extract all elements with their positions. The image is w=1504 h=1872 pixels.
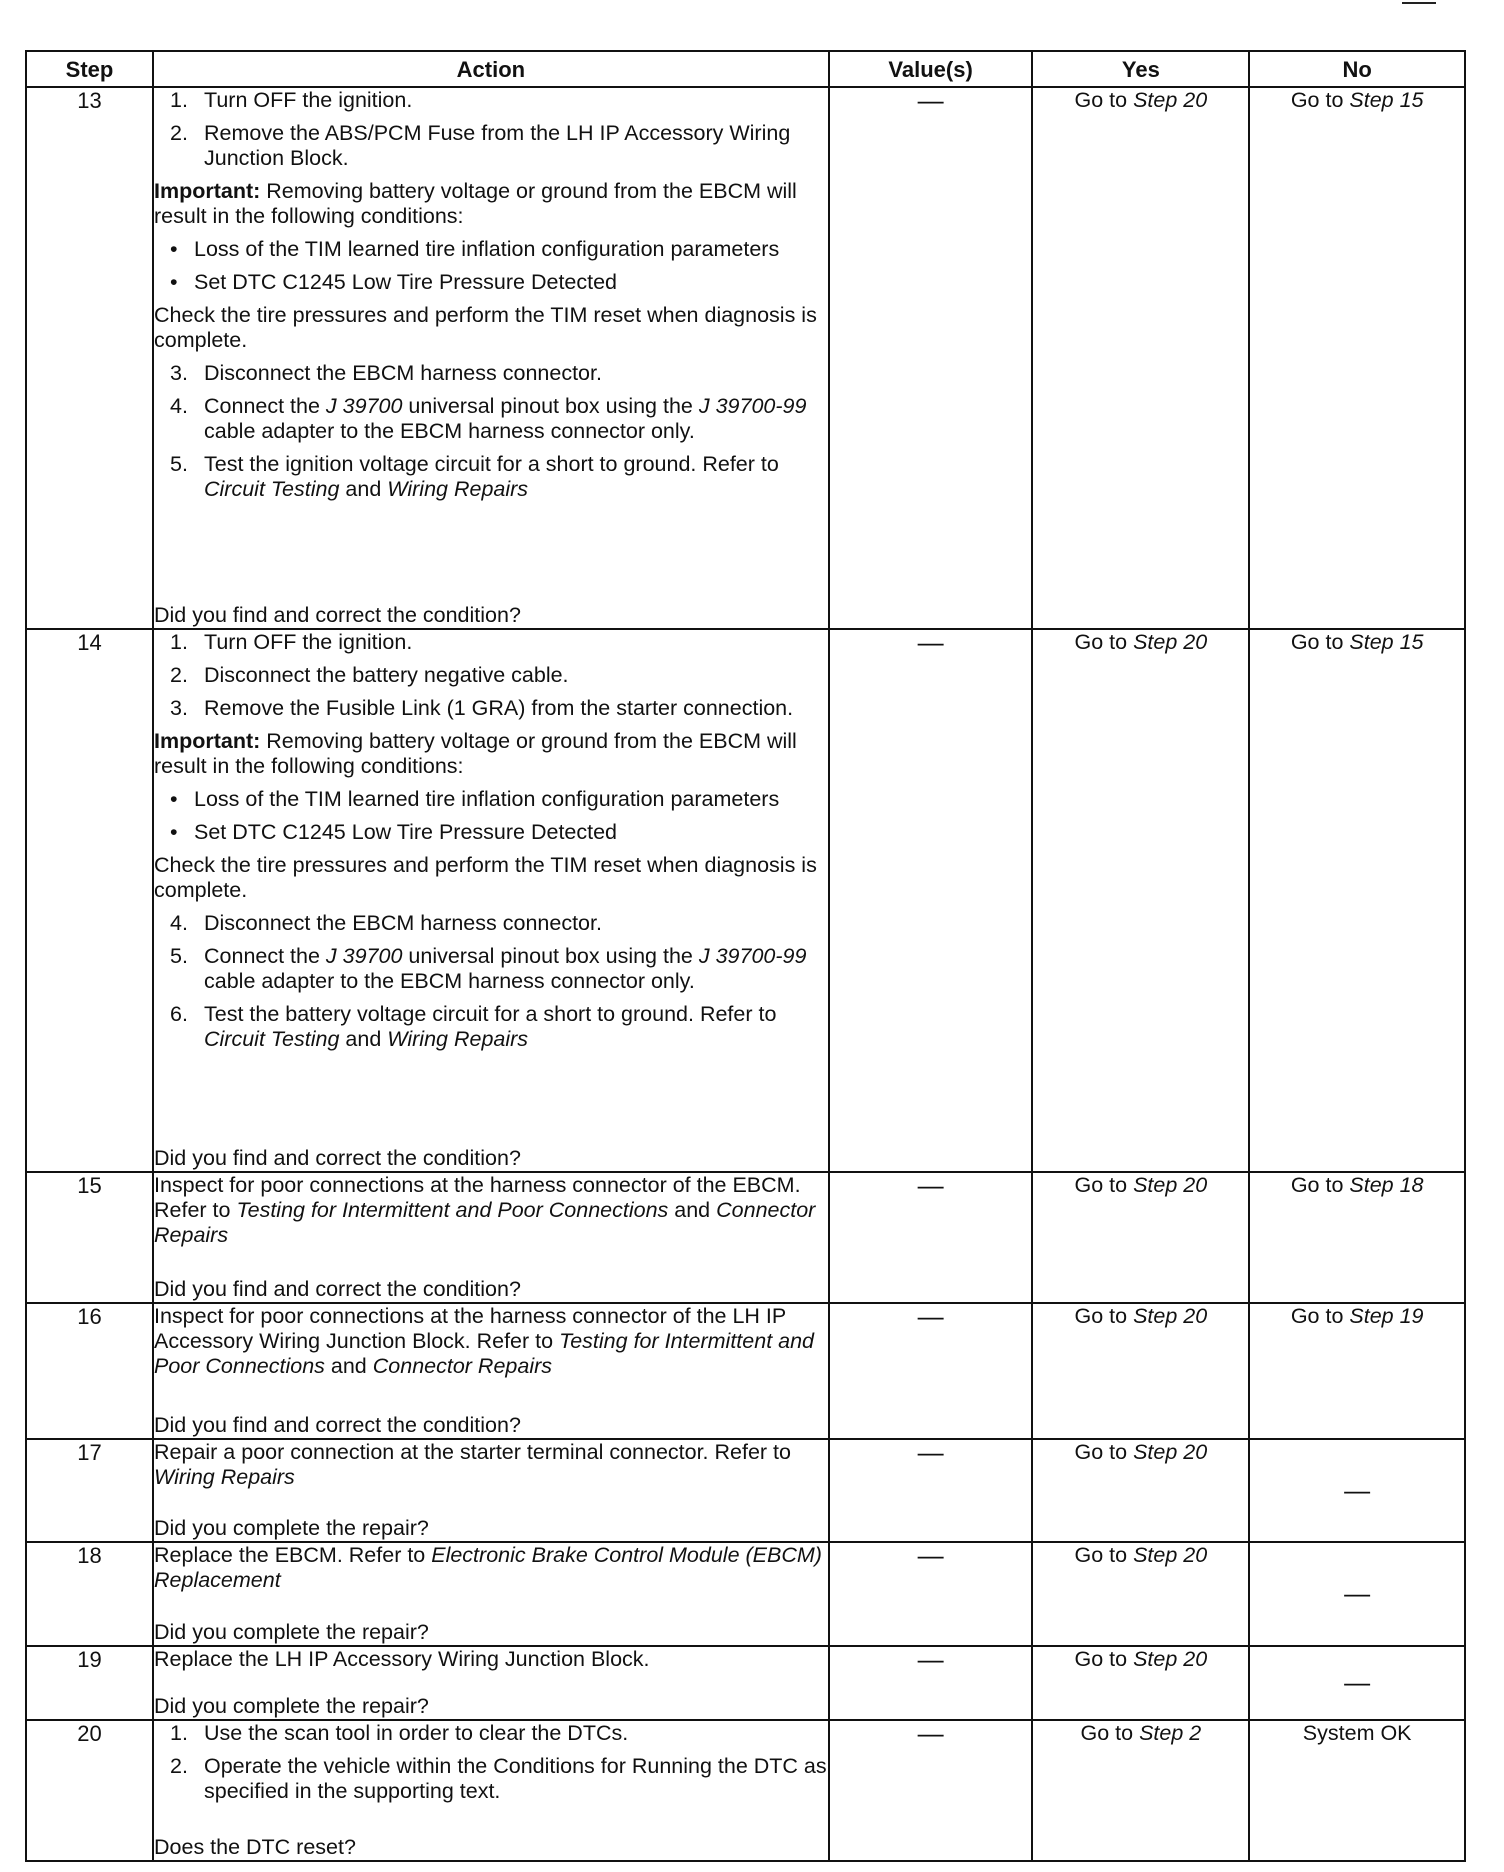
item-number: 1. [170, 629, 188, 654]
reference-text: J 39700-99 [698, 394, 807, 418]
reference-text: Wiring Repairs [154, 1465, 295, 1490]
question-text: Did you complete the repair? [154, 1516, 429, 1541]
numbered-item [170, 1721, 828, 1746]
important-label: Important: [154, 179, 261, 203]
action-items [154, 1304, 828, 1407]
action-cell [153, 1720, 829, 1861]
question-text: Did you complete the repair? [154, 1694, 429, 1719]
numbered-item [170, 944, 828, 994]
value-cell: — [829, 1172, 1033, 1303]
no-cell [1249, 1542, 1465, 1645]
no-cell [1249, 629, 1465, 1172]
text-run: Replace the EBCM. Refer to [154, 1543, 432, 1568]
item-text [204, 1002, 828, 1052]
item-text [204, 88, 412, 113]
value-cell: — [829, 1646, 1033, 1721]
text-run: and [339, 477, 388, 501]
action-cell [153, 1439, 829, 1542]
reference-text: J 39700-99 [698, 943, 807, 968]
bullet-item [170, 270, 828, 295]
diagnostic-table [25, 50, 1466, 1862]
action-items [154, 1647, 828, 1689]
reference-text: Connector Repairs [372, 1354, 553, 1379]
text-run: Disconnect the EBCM harness connector. [204, 361, 602, 385]
item-number: 2. [170, 121, 188, 145]
text-run: Replace the LH IP Accessory Wiring Junction Block. [154, 1646, 650, 1671]
step-number: 20 [26, 1720, 153, 1861]
paragraph [154, 179, 828, 229]
value-cell: — [829, 1303, 1033, 1439]
yes-cell [1032, 1439, 1249, 1542]
action-content [154, 1647, 828, 1720]
item-text [204, 1721, 628, 1746]
item-number: 6. [170, 1001, 188, 1026]
numbered-item [170, 1002, 828, 1052]
numbered-item [170, 630, 828, 655]
numbered-item [170, 452, 828, 502]
text-run: Test the ignition voltage circuit for a short to ground. Refer to [204, 452, 779, 476]
text-run: Connect the [204, 394, 326, 418]
step-number: 19 [26, 1646, 153, 1721]
bullet-item [170, 820, 828, 845]
no-prefix: — [1344, 1578, 1371, 1609]
corner-mark [1402, 2, 1436, 4]
step-number: 14 [26, 629, 153, 1172]
header-values: Value(s) [829, 51, 1033, 87]
numbered-item [170, 121, 828, 171]
step-number: 16 [26, 1303, 153, 1439]
text-run: Inspect for poor connections at the harness connector of the LH IP Accessory Wiring Junction Block. Refer to [154, 1304, 786, 1354]
no-step-link[interactable]: Step 15 [1349, 629, 1424, 654]
bullet-icon: • [170, 786, 178, 811]
reference-text: Circuit Testing [204, 1026, 340, 1051]
step-number: 13 [26, 87, 153, 629]
item-text [204, 944, 828, 994]
item-number: 5. [170, 452, 188, 476]
item-text [204, 361, 602, 386]
step-number: 17 [26, 1439, 153, 1542]
no-cell [1249, 1439, 1465, 1542]
reference-text: Connector Repairs [154, 1197, 816, 1247]
item-text [204, 452, 828, 502]
text-run: and [668, 1197, 717, 1222]
item-text [204, 663, 569, 688]
text-run: and [324, 1354, 373, 1379]
numbered-item [170, 663, 828, 688]
action-items [154, 1440, 828, 1510]
yes-step-link[interactable]: Step 20 [1133, 1304, 1208, 1329]
table-row [26, 1646, 1465, 1721]
table-row [26, 1303, 1465, 1439]
item-number: 2. [170, 1754, 188, 1779]
text-run: Remove the Fusible Link (1 GRA) from the starter connection. [204, 695, 794, 720]
bullet-icon: • [170, 819, 178, 844]
text-run: Operate the vehicle within the Conditions for Running the DTC as specified in the supporting text. [204, 1754, 827, 1804]
bullet-item [170, 787, 828, 812]
action-items [154, 1721, 828, 1829]
text-run: Inspect for poor connections at the harness connector of the EBCM. Refer to [154, 1172, 801, 1222]
value-cell: — [829, 629, 1033, 1172]
reference-text: J 39700 [325, 943, 403, 968]
yes-step-link[interactable]: Step 20 [1133, 1543, 1208, 1568]
item-text [194, 820, 617, 845]
yes-prefix: Go to [1074, 629, 1134, 654]
item-text [204, 1754, 828, 1804]
item-number: 5. [170, 943, 188, 968]
table-row [26, 1172, 1465, 1303]
no-cell [1249, 1172, 1465, 1303]
yes-step-link[interactable]: Step 20 [1133, 1440, 1208, 1465]
yes-step-link[interactable]: Step 20 [1133, 88, 1208, 112]
table-row [26, 629, 1465, 1172]
action-items [154, 630, 828, 1140]
no-step-link[interactable]: Step 15 [1349, 88, 1424, 112]
question-text: Did you find and correct the condition? [154, 602, 521, 627]
question-text: Did you find and correct the condition? [154, 1145, 521, 1170]
yes-cell [1032, 1646, 1249, 1721]
value-cell: — [829, 1542, 1033, 1645]
yes-prefix: Go to [1080, 1721, 1140, 1746]
action-content [154, 1173, 828, 1302]
numbered-item [170, 1754, 828, 1804]
yes-step-link[interactable]: Step 20 [1133, 629, 1208, 654]
paragraph [154, 853, 828, 903]
text-run: Loss of the TIM learned tire inflation configuration parameters [194, 237, 780, 261]
numbered-item [170, 361, 828, 386]
header-row [26, 51, 1465, 87]
action-cell [153, 629, 829, 1172]
yes-prefix: Go to [1074, 1646, 1134, 1671]
action-items [154, 1173, 828, 1271]
text-run: Removing battery voltage or ground from the EBCM will result in the following conditions: [154, 728, 797, 778]
yes-cell [1032, 87, 1249, 629]
yes-step-link[interactable]: Step 20 [1133, 1172, 1208, 1197]
text-run: Remove the ABS/PCM Fuse from the LH IP Accessory Wiring Junction Block. [204, 121, 791, 170]
reference-text: Electronic Brake Control Module (EBCM) Replacement [154, 1543, 822, 1593]
yes-cell [1032, 1542, 1249, 1645]
text-run: universal pinout box using the [402, 943, 699, 968]
no-step-link[interactable]: Step 19 [1349, 1304, 1424, 1329]
table-row [26, 1720, 1465, 1861]
action-cell [153, 87, 829, 629]
yes-prefix: Go to [1074, 1543, 1134, 1568]
yes-cell [1032, 1303, 1249, 1439]
action-content [154, 1440, 828, 1541]
reference-text: Testing for Intermittent and Poor Connections [236, 1197, 669, 1222]
item-text [204, 911, 602, 936]
item-text [204, 630, 412, 655]
action-content [154, 88, 828, 628]
bullet-icon: • [170, 270, 178, 294]
item-text [194, 237, 779, 262]
question-text: Did you find and correct the condition? [154, 1413, 521, 1438]
text-run: Check the tire pressures and perform the TIM reset when diagnosis is complete. [154, 303, 817, 352]
yes-cell [1032, 1172, 1249, 1303]
paragraph [154, 1647, 828, 1672]
text-run: universal pinout box using the [402, 394, 699, 418]
item-text [204, 696, 793, 721]
text-run: and [339, 1026, 388, 1051]
no-prefix: Go to [1290, 629, 1350, 654]
text-run: cable adapter to the EBCM harness connector only. [204, 968, 695, 993]
item-number: 1. [170, 1721, 188, 1746]
paragraph [154, 1440, 828, 1490]
step-number: 15 [26, 1172, 153, 1303]
no-cell [1249, 1646, 1465, 1721]
action-content [154, 1304, 828, 1438]
item-text [194, 270, 617, 295]
text-run: Disconnect the battery negative cable. [204, 662, 569, 687]
paragraph [154, 303, 828, 353]
item-number: 3. [170, 361, 188, 385]
text-run: Set DTC C1245 Low Tire Pressure Detected [194, 819, 618, 844]
step-number: 18 [26, 1542, 153, 1645]
question-text: Does the DTC reset? [154, 1835, 356, 1859]
header-yes: Yes [1032, 51, 1249, 87]
yes-step-link[interactable]: Step 20 [1133, 1646, 1208, 1671]
header-step: Step [26, 51, 153, 87]
no-prefix: Go to [1290, 88, 1350, 112]
action-items [154, 88, 828, 597]
item-number: 4. [170, 394, 188, 418]
text-run: cable adapter to the EBCM harness connector only. [204, 419, 695, 443]
value-cell: — [829, 87, 1033, 629]
item-number: 3. [170, 695, 188, 720]
text-run: Removing battery voltage or ground from the EBCM will result in the following conditions: [154, 179, 797, 228]
header-action: Action [153, 51, 829, 87]
paragraph [154, 1173, 828, 1248]
action-cell [153, 1646, 829, 1721]
table-body [26, 87, 1465, 1861]
no-step-link[interactable]: Step 18 [1349, 1172, 1424, 1197]
no-prefix: — [1344, 1667, 1371, 1698]
no-prefix: Go to [1290, 1172, 1350, 1197]
yes-prefix: Go to [1074, 88, 1134, 112]
item-text [204, 121, 828, 171]
numbered-item [170, 696, 828, 721]
text-run: Repair a poor connection at the starter terminal connector. Refer to [154, 1440, 791, 1465]
action-content [154, 1721, 828, 1860]
numbered-item [170, 88, 828, 113]
action-items [154, 1543, 828, 1613]
no-cell [1249, 1720, 1465, 1861]
text-run: Test the battery voltage circuit for a short to ground. Refer to [204, 1001, 777, 1026]
yes-step-link[interactable]: Step 2 [1139, 1721, 1202, 1746]
item-number: 2. [170, 662, 188, 687]
yes-prefix: Go to [1074, 1440, 1134, 1465]
no-cell [1249, 87, 1465, 629]
no-prefix: — [1344, 1475, 1371, 1506]
action-cell [153, 1542, 829, 1645]
table-row [26, 1439, 1465, 1542]
text-run: Connect the [204, 943, 326, 968]
reference-text: Testing for Intermittent and Poor Connections [154, 1329, 815, 1379]
paragraph [154, 729, 828, 779]
item-text [194, 787, 779, 812]
paragraph [154, 1543, 828, 1593]
item-number: 1. [170, 88, 188, 112]
action-cell [153, 1172, 829, 1303]
header-no: No [1249, 51, 1465, 87]
text-run: Use the scan tool in order to clear the DTCs. [204, 1721, 629, 1746]
reference-text: J 39700 [325, 394, 403, 418]
reference-text: Circuit Testing [204, 477, 340, 501]
yes-cell [1032, 1720, 1249, 1861]
bullet-item [170, 237, 828, 262]
bullet-icon: • [170, 237, 178, 261]
action-cell [153, 1303, 829, 1439]
text-run: Loss of the TIM learned tire inflation configuration parameters [194, 786, 780, 811]
text-run: Disconnect the EBCM harness connector. [204, 910, 602, 935]
text-run: Set DTC C1245 Low Tire Pressure Detected [194, 270, 618, 294]
no-prefix: Go to [1290, 1304, 1350, 1329]
reference-text: Wiring Repairs [387, 477, 529, 501]
value-cell: — [829, 1720, 1033, 1861]
important-label: Important: [154, 728, 261, 753]
yes-cell [1032, 629, 1249, 1172]
no-cell [1249, 1303, 1465, 1439]
item-text [204, 394, 828, 444]
no-prefix: System OK [1302, 1721, 1412, 1746]
text-run: Turn OFF the ignition. [204, 88, 413, 112]
value-cell: — [829, 1439, 1033, 1542]
paragraph [154, 1304, 828, 1379]
table-row [26, 1542, 1465, 1645]
reference-text: Wiring Repairs [387, 1026, 529, 1051]
item-number: 4. [170, 910, 188, 935]
action-content [154, 630, 828, 1171]
numbered-item [170, 394, 828, 444]
yes-prefix: Go to [1074, 1172, 1134, 1197]
text-run: Turn OFF the ignition. [204, 629, 413, 654]
text-run: Check the tire pressures and perform the TIM reset when diagnosis is complete. [154, 852, 817, 902]
question-text: Did you complete the repair? [154, 1619, 429, 1644]
table-row [26, 87, 1465, 629]
yes-prefix: Go to [1074, 1304, 1134, 1329]
numbered-item [170, 911, 828, 936]
question-text: Did you find and correct the condition? [154, 1277, 521, 1302]
action-content [154, 1543, 828, 1644]
